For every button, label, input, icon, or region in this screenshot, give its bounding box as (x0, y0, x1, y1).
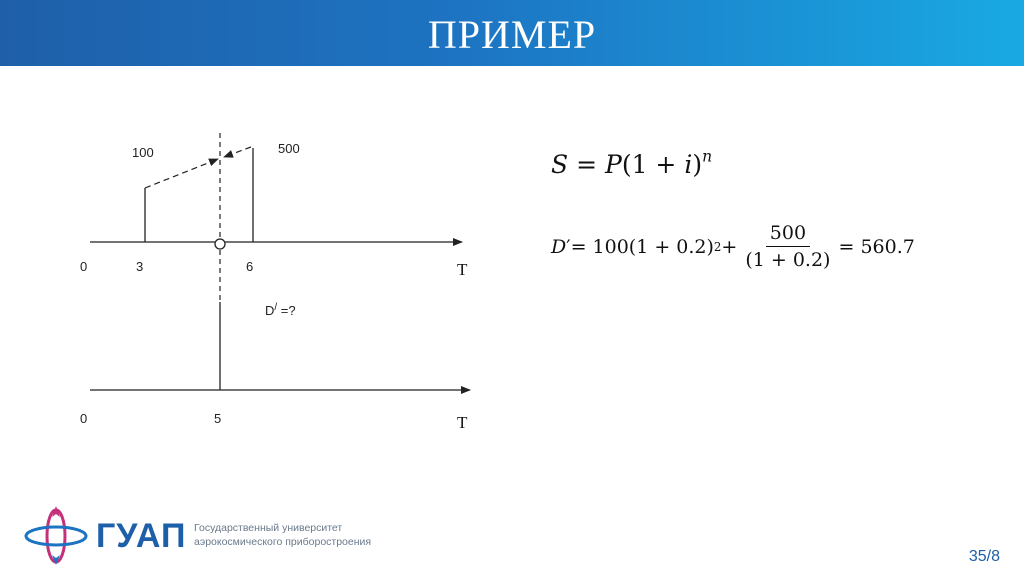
discount-fraction: $\frac{500}{(1 + 0.2)}$ (745, 222, 831, 271)
bottom-tick-5: 5 (214, 411, 222, 426)
bottom-axis-label: T (457, 413, 468, 432)
logo-name: ГУАП (96, 517, 187, 555)
valuation-formula: D ′ = 100(1 + 0.2) 2 + $\frac{500}{(1 + 0.2)}$ = 560.7 (551, 222, 915, 271)
logo-subtitle: Государственный университет аэрокосмического приборостроения (194, 522, 372, 548)
compounding-arrow (145, 159, 218, 188)
valuation-point-marker (215, 239, 225, 249)
slide-title: ПРИМЕР (427, 12, 597, 57)
top-tick-3: 3 (136, 259, 144, 274)
value-question: D/ =? (265, 302, 296, 318)
bottom-tick-0: 0 (80, 411, 88, 426)
payment-100-label: 100 (132, 145, 154, 160)
logo-emblem-icon (22, 503, 92, 567)
discounting-arrow (224, 147, 251, 157)
top-tick-6: 6 (246, 259, 254, 274)
top-axis-label: T (457, 260, 468, 279)
page-number: 35/8 (968, 548, 1000, 565)
payment-500-label: 500 (278, 141, 300, 156)
university-logo (22, 503, 402, 567)
compound-formula: $S = P(1 + i)^n$ (551, 147, 713, 179)
top-tick-0: 0 (80, 259, 88, 274)
